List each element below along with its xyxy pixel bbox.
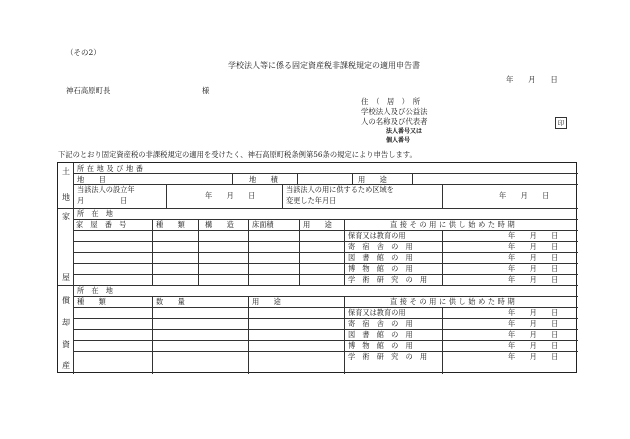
applicant-org-label-2: 人の名称及び代表者 [361, 117, 428, 126]
applicant-org-label-1: 学校法人及び公益法 [361, 107, 428, 116]
depreciable-label-4: 産 [62, 361, 70, 370]
house-use-education: 保育又は教育の用 [348, 231, 406, 240]
land-area-label: 地 積 [249, 175, 278, 184]
form-title: 学校法人等に係る固定資産税非課税規定の適用申告書 [228, 61, 420, 70]
corporate-number-label-1: 法人番号又は [386, 128, 423, 135]
house-use-research: 学 術 研 究 の 用 [348, 275, 428, 284]
land-label-bottom: 地 [62, 193, 70, 202]
house-structure-header: 構 造 [205, 220, 234, 229]
house-number-header: 家 屋 番 号 [76, 220, 127, 229]
depreciable-quantity-header: 数 量 [156, 297, 185, 306]
house-use-header: 用 途 [303, 220, 332, 229]
house-use-museum: 博 物 館 の 用 [348, 264, 413, 273]
applicant-address-label: 住 （ 居 ） 所 [361, 97, 421, 106]
depr-date-education: 年 月 日 [508, 308, 559, 317]
depr-use-education: 保育又は教育の用 [348, 308, 406, 317]
depreciable-use-header: 用 途 [252, 297, 281, 306]
house-date-dormitory: 年 月 日 [508, 242, 559, 251]
establishment-label-1: 当該法人の設立年 [77, 185, 135, 194]
area-change-label-1: 当該法人の用に供するため区域を [286, 185, 394, 194]
seal-mark: 印 [555, 117, 567, 129]
corporate-number-label-2: 個人番号 [386, 137, 411, 144]
house-date-research: 年 月 日 [508, 275, 559, 284]
land-location-label: 所在地及び地番 [77, 164, 146, 173]
depr-date-library: 年 月 日 [508, 330, 559, 339]
house-location-label: 所 在 地 [77, 209, 113, 218]
area-change-date: 年 月 日 [499, 191, 550, 200]
depr-use-research: 学 術 研 究 の 用 [348, 352, 428, 361]
intro-statement: 下記のとおり固定資産税の非課税規定の適用を受けたく、神石高原町税条例第56条の規定により申告します。 [58, 150, 417, 159]
depr-date-dormitory: 年 月 日 [508, 319, 559, 328]
house-type-header: 種 類 [156, 220, 185, 229]
depreciable-label-2: 却 [62, 318, 70, 327]
depr-use-dormitory: 寄 宿 舎 の 用 [348, 319, 413, 328]
depreciable-location-label: 所 在 地 [77, 286, 113, 295]
land-use-label: 用 途 [358, 175, 387, 184]
house-date-library: 年 月 日 [508, 253, 559, 262]
house-label-bottom: 屋 [62, 273, 70, 282]
land-label-top: 土 [62, 167, 70, 176]
area-change-label-2: 変更した年月日 [286, 196, 337, 205]
house-use-dormitory: 寄 宿 舎 の 用 [348, 242, 413, 251]
depr-use-museum: 博 物 館 の 用 [348, 341, 413, 350]
addressee-honorific: 様 [202, 86, 210, 95]
page-number: （その2） [66, 48, 101, 57]
house-floor-area-header: 床面積 [252, 220, 274, 229]
house-label-top: 家 [62, 212, 70, 221]
addressee: 神石高原町長 [66, 86, 111, 95]
depreciable-type-header: 種 類 [77, 297, 106, 306]
depreciable-label-1: 償 [62, 296, 70, 305]
depreciable-period-header: 直接その用に供し始めた時期 [390, 297, 518, 306]
house-date-education: 年 月 日 [508, 231, 559, 240]
depr-use-library: 図 書 館 の 用 [348, 330, 413, 339]
establishment-label-2: 月 日 [77, 196, 128, 205]
depr-date-museum: 年 月 日 [508, 341, 559, 350]
house-period-header: 直接その用に供し始めた時期 [390, 220, 518, 229]
house-date-museum: 年 月 日 [508, 264, 559, 273]
depr-date-research: 年 月 日 [508, 352, 559, 361]
establishment-date: 年 月 日 [205, 191, 256, 200]
depreciable-label-3: 資 [62, 340, 70, 349]
house-use-library: 図 書 館 の 用 [348, 253, 413, 262]
land-category-label: 地 目 [77, 175, 106, 184]
submission-date: 年 月 日 [506, 75, 558, 84]
declaration-table [57, 162, 577, 373]
